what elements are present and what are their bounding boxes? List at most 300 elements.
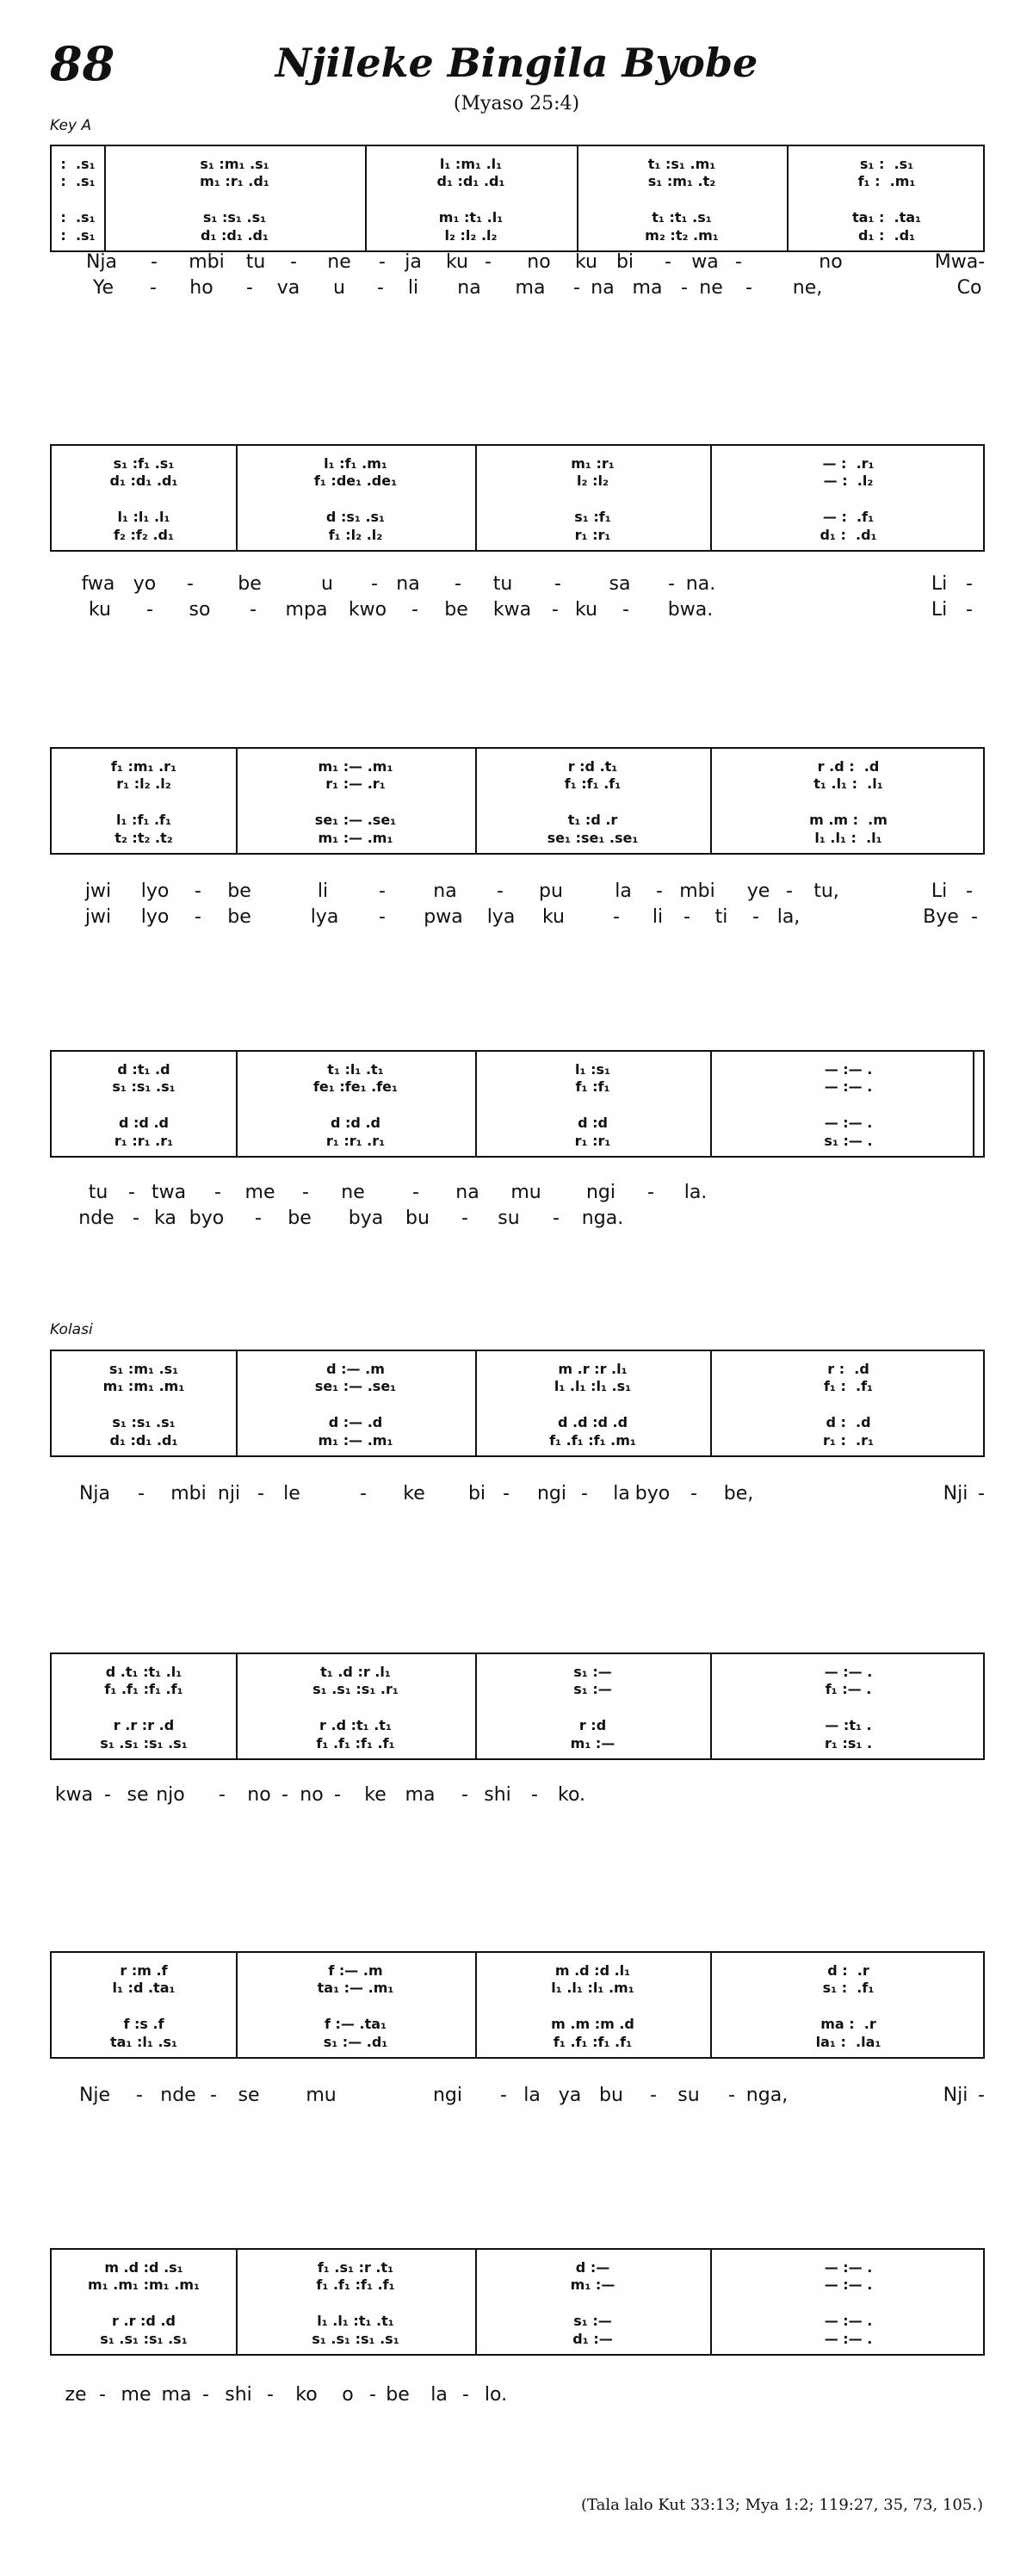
lyric-syllable: - xyxy=(360,1483,367,1504)
measure-notes: m₁ :m₁ .m₁ xyxy=(102,1378,185,1394)
measure-notes: m .r :r .l₁ xyxy=(558,1361,628,1377)
lyrics-block xyxy=(50,2384,985,2410)
lyric-syllable: ngi xyxy=(432,2085,463,2106)
lyric-syllable: so xyxy=(189,599,211,621)
lyric-syllable: - xyxy=(210,2085,217,2106)
lyric-syllable: Mwa- xyxy=(934,251,986,273)
lyric-syllable: se xyxy=(127,1784,149,1806)
measure-notes: d :d .d xyxy=(119,1115,169,1131)
lyric-syllable: - xyxy=(681,277,688,299)
measure-notes: t₁ .l₁ : .l₁ xyxy=(813,775,883,792)
barline xyxy=(710,1953,712,2057)
measure-notes: m .d :d .s₁ xyxy=(104,2259,183,2276)
lyric-syllable: - xyxy=(461,1208,468,1229)
lyric-syllable: pu xyxy=(539,880,563,902)
measure-notes: t₁ :d .r xyxy=(567,812,618,828)
lyric-syllable: - xyxy=(128,1182,135,1203)
lyrics-block xyxy=(50,573,985,625)
measure-notes: f₁ :m₁ .r₁ xyxy=(110,758,177,775)
lyric-syllable: - xyxy=(379,251,386,273)
measure-notes: m₁ :— .m₁ xyxy=(318,1432,393,1449)
lyric-syllable: ma xyxy=(515,277,546,299)
measure-notes: s₁ :m₁ .s₁ xyxy=(108,1361,179,1377)
lyric-syllable: - xyxy=(966,573,973,595)
measure-notes: d :d .d xyxy=(331,1115,380,1131)
measure-notes: la₁ : .la₁ xyxy=(815,2034,881,2050)
measure-notes: m₁ :— .m₁ xyxy=(318,830,393,846)
measure-notes: m .d :d .l₁ xyxy=(554,1962,631,1979)
measure-notes: d : .d xyxy=(826,1414,871,1430)
measure-notes: s₁ :s₁ .s₁ xyxy=(112,1414,176,1430)
measure-notes: r :m .f xyxy=(120,1962,168,1979)
lyric-syllable: le xyxy=(283,1483,300,1504)
measure-notes: s₁ :m₁ .t₂ xyxy=(647,173,716,189)
lyric-syllable: su xyxy=(498,1208,520,1229)
lyric-syllable: - xyxy=(133,1208,139,1229)
measure-notes: d₁ :d₁ .d₁ xyxy=(109,473,178,489)
measure-notes: f₁ .f₁ :f₁ .f₁ xyxy=(104,1681,183,1697)
measure-notes: f₁ :f₁ .f₁ xyxy=(564,775,622,792)
lyric-syllable: - xyxy=(99,2384,106,2406)
lyric-syllable: me xyxy=(244,1182,275,1203)
lyric-syllable: ma xyxy=(161,2384,192,2406)
measure-notes: m₁ :r₁ .d₁ xyxy=(200,173,269,189)
lyric-syllable: - xyxy=(966,880,973,902)
measure-notes: s₁ : .f₁ xyxy=(822,1980,875,1996)
lyric-syllable: lya xyxy=(310,906,339,928)
measure-notes: l₁ :f₁ .m₁ xyxy=(324,455,387,472)
barline xyxy=(577,146,578,250)
lyric-syllable: - xyxy=(531,1784,538,1806)
measure-notes: r₁ :r₁ xyxy=(574,527,611,543)
lyric-syllable: la. xyxy=(684,1182,708,1203)
lyric-verse xyxy=(50,2384,985,2410)
scripture-reference: (Myaso 25:4) xyxy=(453,93,580,114)
measure-notes: — :— . xyxy=(824,2259,873,2276)
lyric-syllable: no xyxy=(527,251,551,273)
lyric-syllable: u xyxy=(333,277,345,299)
measure-notes: f :s .f xyxy=(123,2016,164,2032)
measure-notes: r .r :r .d xyxy=(113,1717,175,1733)
measure-notes: f₁ .f₁ :f₁ .f₁ xyxy=(553,2034,633,2050)
lyric-syllable: - xyxy=(554,573,561,595)
lyric-syllable: la, xyxy=(776,906,801,928)
measure-notes: s₁ :— . xyxy=(824,1133,873,1149)
measure-notes: m₁ :— xyxy=(570,2276,615,2293)
lyric-syllable: su xyxy=(677,2085,700,2106)
measure-notes: ta₁ : .ta₁ xyxy=(851,209,922,225)
measure-notes: — : .r₁ xyxy=(822,455,875,472)
lyric-syllable: ku xyxy=(541,906,566,928)
lyric-verse xyxy=(50,573,985,599)
lyric-syllable: - xyxy=(745,277,752,299)
lyric-verse xyxy=(50,277,985,303)
lyric-syllable: - xyxy=(281,1784,288,1806)
lyric-syllable: Li xyxy=(931,573,948,595)
lyric-syllable: sa xyxy=(609,573,631,595)
lyric-syllable: - xyxy=(752,906,759,928)
measure-notes: d .d :d .d xyxy=(557,1414,628,1430)
measure-notes: — :t₁ . xyxy=(825,1717,872,1733)
lyric-syllable: - xyxy=(485,251,492,273)
lyric-syllable: - xyxy=(214,1182,221,1203)
measure-notes: s₁ :s₁ .s₁ xyxy=(202,209,267,225)
measure-notes: r :d xyxy=(578,1717,607,1733)
lyric-syllable: ko. xyxy=(557,1784,586,1806)
lyric-syllable: bya xyxy=(348,1208,384,1229)
lyric-syllable: na xyxy=(457,277,481,299)
measure-notes: f₁ :l₂ .l₂ xyxy=(328,527,383,543)
lyric-syllable: o xyxy=(342,2384,354,2406)
lyrics-block xyxy=(50,1784,985,1810)
lyric-syllable: ho xyxy=(189,277,213,299)
measure-notes: : .s₁ xyxy=(60,156,96,172)
lyric-syllable: - xyxy=(195,880,201,902)
lyric-syllable: Bye xyxy=(923,906,959,928)
measure-notes: l₁ :s₁ xyxy=(575,1061,610,1078)
lyric-syllable: kwa xyxy=(54,1784,94,1806)
lyric-syllable: - xyxy=(377,277,384,299)
lyric-syllable: Nja xyxy=(85,251,118,273)
lyric-syllable: lyo xyxy=(140,880,170,902)
measure-notes: r₁ :s₁ . xyxy=(824,1735,873,1751)
lyric-syllable: - xyxy=(150,277,157,299)
lyric-syllable: Nje xyxy=(78,2085,111,2106)
measure-notes: : .s₁ xyxy=(60,173,96,189)
barline xyxy=(236,2250,238,2354)
lyric-syllable: - xyxy=(371,573,378,595)
lyric-syllable: - xyxy=(735,251,742,273)
lyric-syllable: - xyxy=(552,599,559,621)
lyric-syllable: - xyxy=(656,880,663,902)
barline xyxy=(710,1654,712,1758)
lyric-syllable: - xyxy=(195,906,201,928)
measure-notes: s₁ :— xyxy=(573,1681,612,1697)
measure-notes: l₁ .l₁ :l₁ .s₁ xyxy=(554,1378,632,1394)
lyric-syllable: - xyxy=(684,906,690,928)
lyric-syllable: Nji xyxy=(943,1483,968,1504)
lyric-syllable: ze xyxy=(65,2384,87,2406)
lyric-syllable: ka xyxy=(154,1208,176,1229)
measure-notes: r .d :t₁ .t₁ xyxy=(319,1717,392,1733)
lyric-syllable: - xyxy=(290,251,297,273)
measure-notes: f₁ : .f₁ xyxy=(823,1378,874,1394)
measure-notes: m₁ :r₁ xyxy=(571,455,615,472)
lyric-syllable: na. xyxy=(685,573,716,595)
lyric-syllable: nde xyxy=(78,1208,114,1229)
lyric-syllable: - xyxy=(246,277,253,299)
barline xyxy=(710,446,712,550)
lyric-syllable: no xyxy=(247,1784,271,1806)
lyric-syllable: be xyxy=(386,2384,410,2406)
lyric-syllable: byo xyxy=(189,1208,225,1229)
measure-notes: t₁ :l₁ .t₁ xyxy=(327,1061,384,1078)
measure-notes: s₁ :— xyxy=(573,1664,612,1680)
measure-notes: — : .f₁ xyxy=(822,509,875,525)
lyric-syllable: la xyxy=(523,2085,541,2106)
lyric-syllable: - xyxy=(151,251,158,273)
music-system xyxy=(50,444,985,552)
measure-notes: f :— .m xyxy=(328,1962,383,1979)
lyric-syllable: kwo xyxy=(348,599,387,621)
lyric-syllable: ku xyxy=(574,599,598,621)
measure-notes: l₁ :f₁ .f₁ xyxy=(115,812,172,828)
barline xyxy=(475,1654,477,1758)
lyric-syllable: bwa. xyxy=(667,599,714,621)
measure-notes: f₁ .f₁ :f₁ .m₁ xyxy=(549,1432,636,1449)
measure-notes: d :— xyxy=(575,2259,610,2276)
lyric-syllable: Nja xyxy=(78,1483,111,1504)
measure-notes: s₁ .s₁ :s₁ .r₁ xyxy=(312,1681,399,1697)
lyric-syllable: pwa xyxy=(424,906,463,928)
lyric-syllable: be xyxy=(227,880,251,902)
lyric-syllable: na xyxy=(591,277,615,299)
lyric-verse xyxy=(50,880,985,906)
lyric-verse xyxy=(50,1208,985,1233)
lyric-syllable: no xyxy=(819,251,843,273)
lyric-syllable: - xyxy=(665,251,671,273)
barline xyxy=(475,446,477,550)
lyric-syllable: ne xyxy=(327,251,351,273)
measure-notes: r .d : .d xyxy=(817,758,880,775)
measure-notes: ma : .r xyxy=(820,2016,876,2032)
lyric-syllable: - xyxy=(104,1784,111,1806)
lyric-syllable: - xyxy=(136,2085,143,2106)
measure-notes: l₁ .l₁ :l₁ .m₁ xyxy=(551,1980,634,1996)
lyric-syllable: ke xyxy=(364,1784,387,1806)
lyric-syllable: - xyxy=(379,906,386,928)
lyric-syllable: bu xyxy=(599,2085,623,2106)
chorus-label: Kolasi xyxy=(50,1321,93,1338)
lyric-syllable: li xyxy=(407,277,419,299)
lyric-syllable: mbi xyxy=(170,1483,207,1504)
measure-notes: s₁ .s₁ :s₁ .s₁ xyxy=(312,2331,399,2347)
lyric-syllable: byo xyxy=(634,1483,671,1504)
lyric-syllable: mbi xyxy=(679,880,715,902)
measure-notes: s₁ : .s₁ xyxy=(859,156,914,172)
lyric-syllable: jwi xyxy=(84,880,112,902)
lyric-syllable: nga, xyxy=(745,2085,789,2106)
measure-notes: m₂ :t₂ .m₁ xyxy=(645,227,719,244)
measure-notes: r₁ : .r₁ xyxy=(823,1432,874,1449)
lyric-syllable: na xyxy=(433,880,457,902)
music-system xyxy=(50,1050,985,1158)
lyric-syllable: la xyxy=(430,2384,448,2406)
lyric-syllable: ye xyxy=(746,880,770,902)
measure-notes: — : .l₂ xyxy=(823,473,874,489)
lyrics-block xyxy=(50,251,985,303)
measure-notes: se₁ :— .se₁ xyxy=(314,812,397,828)
music-system xyxy=(50,1951,985,2059)
lyric-syllable: mpa xyxy=(285,599,328,621)
lyric-syllable: - xyxy=(503,1483,510,1504)
lyric-verse xyxy=(50,906,985,932)
lyric-syllable: tu xyxy=(492,573,513,595)
lyric-syllable: - xyxy=(412,1182,419,1203)
lyric-syllable: - xyxy=(966,599,973,621)
lyric-syllable: ngi xyxy=(536,1483,567,1504)
measure-notes: m .m : .m xyxy=(809,812,888,828)
lyric-syllable: mu xyxy=(306,2085,337,2106)
lyric-syllable: - xyxy=(455,573,461,595)
lyric-syllable: - xyxy=(668,573,675,595)
lyric-syllable: - xyxy=(411,599,418,621)
measure-notes: se₁ :se₁ .se₁ xyxy=(547,830,639,846)
measure-notes: f₁ : .m₁ xyxy=(857,173,916,189)
lyric-syllable: ku xyxy=(88,599,112,621)
measure-notes: t₁ .d :r .l₁ xyxy=(320,1664,391,1680)
lyric-syllable: - xyxy=(369,2384,376,2406)
measure-notes: d₁ : .d₁ xyxy=(857,227,916,244)
lyric-syllable: lya xyxy=(486,906,516,928)
page-title: Njileke Bingila Byobe xyxy=(275,40,758,86)
lyric-syllable: lyo xyxy=(140,906,170,928)
measure-notes: m₁ :t₁ .l₁ xyxy=(438,209,504,225)
barline xyxy=(475,1351,477,1455)
lyric-syllable: - xyxy=(553,1208,560,1229)
measure-notes: d₁ :— xyxy=(572,2331,613,2347)
music-system xyxy=(50,1350,985,1457)
measure-notes: d : .r xyxy=(827,1962,869,1979)
lyric-syllable: - xyxy=(146,599,153,621)
barline xyxy=(710,2250,712,2354)
lyric-syllable: Nji xyxy=(943,2085,968,2106)
measure-notes: m₁ :— xyxy=(570,1735,615,1751)
measure-notes: f₁ :f₁ xyxy=(575,1078,610,1095)
lyric-syllable: be xyxy=(227,906,251,928)
measure-notes: — :— . xyxy=(824,2276,873,2293)
lyric-syllable: - xyxy=(978,2085,985,2106)
lyric-syllable: va xyxy=(276,277,300,299)
measure-notes: — :— . xyxy=(824,1664,873,1680)
lyric-syllable: be xyxy=(444,599,468,621)
measure-notes: r₁ :r₁ .r₁ xyxy=(325,1133,386,1149)
lyric-syllable: - xyxy=(138,1483,145,1504)
lyric-syllable: - xyxy=(786,880,793,902)
measure-notes: s₁ :f₁ xyxy=(574,509,611,525)
measure-notes: d₁ :d₁ .d₁ xyxy=(201,227,269,244)
key-signature: Key A xyxy=(50,117,92,134)
lyric-syllable: nji xyxy=(217,1483,241,1504)
lyric-syllable: be xyxy=(288,1208,312,1229)
measure-notes: se₁ :— .se₁ xyxy=(314,1378,397,1394)
barline xyxy=(475,1052,477,1156)
lyric-syllable: ko xyxy=(295,2384,318,2406)
measure-notes: — :— . xyxy=(824,2313,873,2329)
measure-notes: d :d xyxy=(578,1115,608,1131)
measure-notes: t₁ :t₁ .s₁ xyxy=(652,209,712,225)
barline xyxy=(365,146,367,250)
music-system xyxy=(50,145,985,252)
barline xyxy=(710,1351,712,1455)
measure-notes: d₁ :d₁ .d₁ xyxy=(436,173,505,189)
lyric-syllable: - xyxy=(500,2085,507,2106)
lyrics-block xyxy=(50,1182,985,1233)
measure-notes: m₁ :— .m₁ xyxy=(318,758,393,775)
measure-notes: — :— . xyxy=(824,1061,873,1078)
lyric-syllable: wa xyxy=(691,251,719,273)
measure-notes: s₁ :— .d₁ xyxy=(323,2034,388,2050)
lyrics-block xyxy=(50,1483,985,1509)
lyric-syllable: - xyxy=(202,2384,209,2406)
lyric-syllable: be, xyxy=(723,1483,754,1504)
measure-notes: f₁ :— . xyxy=(825,1681,872,1697)
measure-notes: — :— . xyxy=(824,1115,873,1131)
lyric-syllable: - xyxy=(462,2384,469,2406)
measure-notes: r₁ :l₂ .l₂ xyxy=(116,775,171,792)
lyric-syllable: na xyxy=(396,573,420,595)
barline xyxy=(236,1654,238,1758)
lyric-syllable: mu xyxy=(510,1182,541,1203)
lyric-syllable: tu xyxy=(245,251,266,273)
lyric-syllable: ne xyxy=(341,1182,365,1203)
footnote: (Tala lalo Kut 33:13; Mya 1:2; 119:27, 35, 73, 105.) xyxy=(580,2496,983,2514)
lyric-syllable: - xyxy=(581,1483,588,1504)
measure-notes: l₁ .l₁ :t₁ .t₁ xyxy=(317,2313,394,2329)
measure-notes: d :s₁ .s₁ xyxy=(325,509,386,525)
measure-notes: r₁ :r₁ xyxy=(574,1133,611,1149)
lyric-syllable: - xyxy=(219,1784,226,1806)
lyric-syllable: se xyxy=(238,2085,260,2106)
lyric-syllable: tu, xyxy=(813,880,839,902)
lyric-syllable: ne, xyxy=(792,277,823,299)
measure-notes: r₁ :— .r₁ xyxy=(325,775,386,792)
lyric-syllable: ku xyxy=(574,251,598,273)
barline xyxy=(787,146,789,250)
measure-notes: s₁ :m₁ .s₁ xyxy=(200,156,269,172)
measure-notes: l₂ :l₂ xyxy=(577,473,609,489)
lyric-syllable: ngi xyxy=(585,1182,616,1203)
hymn-number: 88 xyxy=(50,36,115,91)
lyric-syllable: - xyxy=(971,906,978,928)
measure-notes: f₁ :de₁ .de₁ xyxy=(313,473,398,489)
barline xyxy=(710,749,712,853)
measure-notes: r .r :d .d xyxy=(112,2313,176,2329)
music-system xyxy=(50,747,985,855)
lyric-syllable: - xyxy=(728,2085,735,2106)
measure-notes: s₁ :s₁ .s₁ xyxy=(112,1078,176,1095)
measure-notes: s₁ .s₁ :s₁ .s₁ xyxy=(100,1735,188,1751)
measure-notes: f₁ .s₁ :r .t₁ xyxy=(317,2259,394,2276)
measure-notes: s₁ .s₁ :s₁ .s₁ xyxy=(100,2331,188,2347)
music-system xyxy=(50,2248,985,2356)
measure-notes: f₁ .f₁ :f₁ .f₁ xyxy=(316,2276,395,2293)
barline xyxy=(104,146,106,250)
measure-notes: : .s₁ xyxy=(60,227,96,244)
lyric-syllable: ma xyxy=(405,1784,436,1806)
lyric-syllable: yo xyxy=(133,573,157,595)
barline xyxy=(236,1052,238,1156)
lyric-syllable: ku xyxy=(445,251,469,273)
lyric-syllable: Ye xyxy=(92,277,114,299)
measure-notes: d :— .m xyxy=(326,1361,385,1377)
lyric-syllable: ma xyxy=(632,277,663,299)
lyric-syllable: u xyxy=(321,573,333,595)
measure-notes: l₁ :d .ta₁ xyxy=(112,1980,176,1996)
lyric-syllable: kwa xyxy=(492,599,532,621)
lyric-syllable: shi xyxy=(484,1784,511,1806)
measure-notes: — :— . xyxy=(824,1078,873,1095)
lyric-syllable: - xyxy=(267,2384,274,2406)
measure-notes: d :— .d xyxy=(328,1414,383,1430)
lyric-syllable: fwa xyxy=(81,573,115,595)
measure-notes: m .m :m .d xyxy=(551,2016,634,2032)
measure-notes: d :t₁ .d xyxy=(117,1061,170,1078)
lyric-syllable: - xyxy=(257,1483,264,1504)
lyric-syllable: - xyxy=(622,599,629,621)
lyric-verse xyxy=(50,1182,985,1208)
lyric-verse xyxy=(50,1784,985,1810)
